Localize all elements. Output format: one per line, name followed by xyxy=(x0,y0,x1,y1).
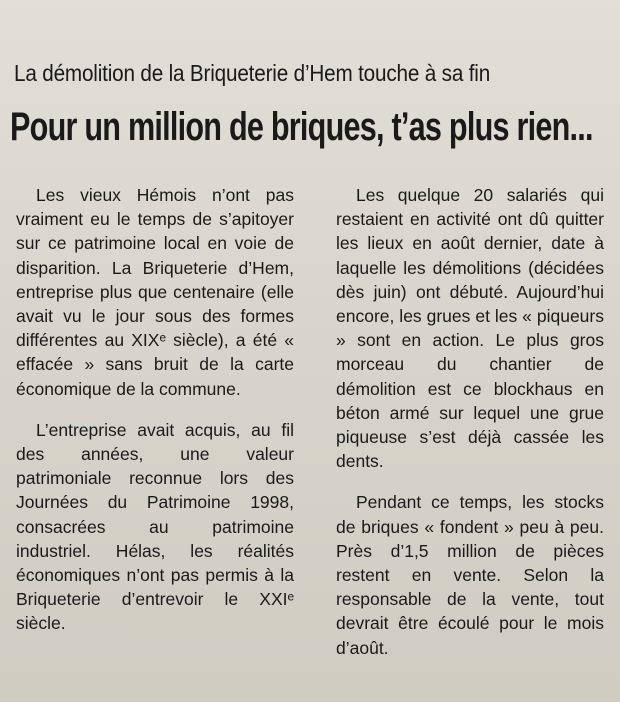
left-column xyxy=(16,183,294,636)
left-paragraph-2: L’entreprise avait acquis, au fil des années, une valeur patrimoniale reconnue lors des Journées du Patrimoine 1998, consacrées au patrimoine industriel. Hélas, les réalités économiques n’ont pas permis à la Briqueterie d’entrevoir le XXIᵉ siècle. xyxy=(16,419,294,634)
article-headline: Pour un million de briques, t’as plus rien... xyxy=(10,105,593,149)
right-column xyxy=(336,183,604,660)
right-paragraph-1: Les quelque 20 salariés qui restaient en activité ont dû quitter les lieux en août dernier, date à laquelle les démolitions (décidées dès juin) ont débuté. Aujourd’hui encore, les grues et les « piqueurs » sont en action. Le plus gros morceau du chantier de démolition est ce blockhaus en béton armé sur lequel une grue piqueuse s’est déjà cassée les dents. xyxy=(336,185,604,472)
left-paragraph-1: Les vieux Hémois n’ont pas vraiment eu le temps de s’apitoyer sur ce patrimoine local en voie de disparition. La Briqueterie d’Hem, entreprise plus que centenaire (elle avait vu le jour sous des formes différentes au XIXᵉ siècle), a été « effacée » sans bruit de la carte économique de la commune. xyxy=(16,185,294,399)
article-kicker: La démolition de la Briqueterie d’Hem touche à sa fin xyxy=(14,60,491,86)
right-paragraph-2: Pendant ce temps, les stocks de briques « fondent » peu à peu. Près d’1,5 million de pièces restent en vente. Selon la responsable de la vente, tout devrait être écoulé pour le mois d’août. xyxy=(336,492,604,658)
